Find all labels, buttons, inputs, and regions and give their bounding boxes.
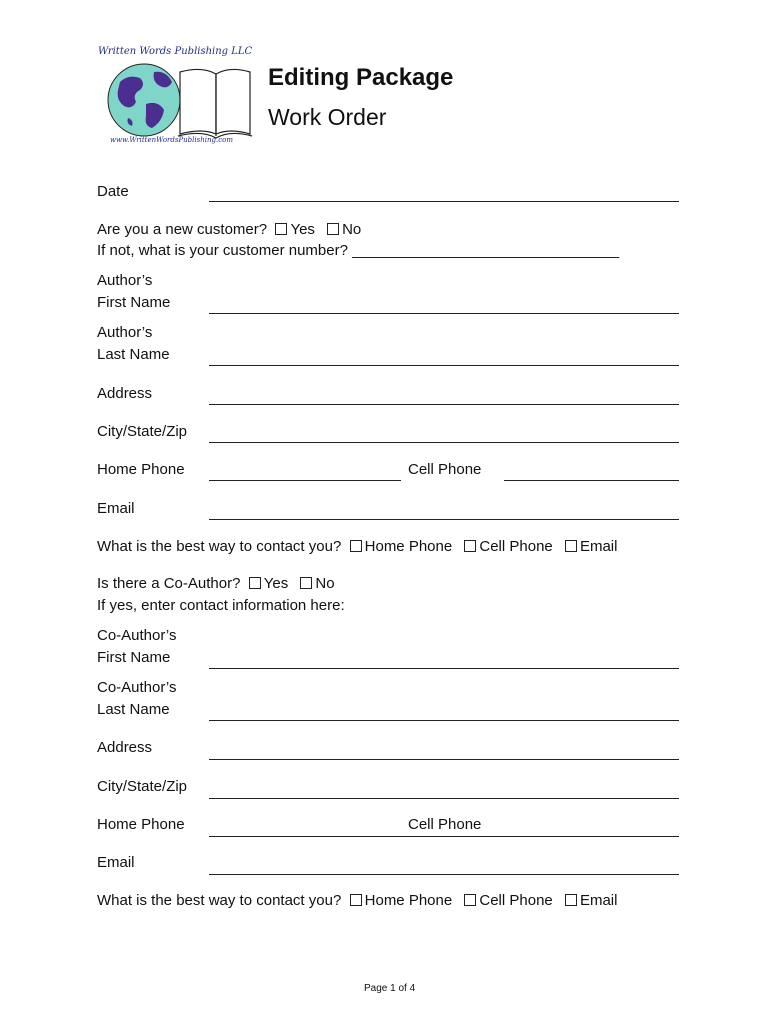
customer-number-question: If not, what is your customer number? ________________________________ <box>97 242 620 259</box>
email-label: Email <box>97 500 135 517</box>
coauthor-city-state-zip-label: City/State/Zip <box>97 778 188 795</box>
address-field[interactable] <box>209 404 679 405</box>
no-label: No <box>342 221 362 238</box>
coauthor-yes-checkbox[interactable] <box>249 577 261 589</box>
coauthor-info-text: If yes, enter contact information here: <box>97 597 345 614</box>
contact-cell-phone-checkbox[interactable] <box>464 540 476 552</box>
coauthor-contact-home-phone-label: Home Phone <box>364 892 453 909</box>
coauthor-yes-label: Yes <box>263 575 289 592</box>
coauthor-no-label: No <box>315 575 335 592</box>
page-title: Editing Package <box>268 64 454 91</box>
best-contact-row <box>97 538 617 556</box>
coauthor-city-state-zip-field[interactable] <box>209 798 679 799</box>
coauthor-contact-home-phone-checkbox[interactable] <box>350 894 362 906</box>
coauthor-contact-email-label: Email <box>579 892 618 909</box>
coauthor-last-label-2: Last Name <box>97 701 170 718</box>
company-logo <box>96 44 276 148</box>
author-last-name-field[interactable] <box>209 365 679 366</box>
author-first-label-2: First Name <box>97 294 171 311</box>
coauthor-row <box>97 575 335 593</box>
yes-label: Yes <box>290 221 315 238</box>
email-field[interactable] <box>209 519 679 520</box>
coauthor-email-label: Email <box>97 854 135 871</box>
new-customer-row <box>97 221 361 239</box>
cell-phone-field[interactable] <box>504 480 679 481</box>
author-first-label-1: Author’s <box>97 272 153 289</box>
coauthor-first-name-field[interactable] <box>209 668 679 669</box>
author-first-name-field[interactable] <box>209 313 679 314</box>
page-subtitle: Work Order <box>268 104 387 130</box>
contact-email-label: Email <box>579 538 618 555</box>
coauthor-best-contact-question: What is the best way to contact you? <box>97 892 342 909</box>
coauthor-contact-cell-phone-checkbox[interactable] <box>464 894 476 906</box>
coauthor-contact-email-checkbox[interactable] <box>565 894 577 906</box>
coauthor-cell-phone-label: Cell Phone <box>408 816 482 833</box>
best-contact-question: What is the best way to contact you? <box>97 538 342 555</box>
new-customer-question: Are you a new customer? <box>97 221 268 238</box>
coauthor-address-label: Address <box>97 739 153 756</box>
author-last-label-2: Last Name <box>97 346 170 363</box>
contact-email-checkbox[interactable] <box>565 540 577 552</box>
coauthor-best-contact-row <box>97 892 617 910</box>
cell-phone-label: Cell Phone <box>408 461 482 478</box>
city-state-zip-field[interactable] <box>209 442 679 443</box>
page-number: Page 1 of 4 <box>364 983 416 994</box>
coauthor-contact-cell-phone-label: Cell Phone <box>479 892 553 909</box>
logo-website: www.WrittenWordsPublishing.com <box>110 136 233 144</box>
new-customer-yes-checkbox[interactable] <box>275 223 287 235</box>
coauthor-last-label-1: Co-Author’s <box>97 679 177 696</box>
logo-company-name: Written Words Publishing LLC <box>98 46 253 57</box>
coauthor-home-phone-label: Home Phone <box>97 816 185 833</box>
coauthor-last-name-field[interactable] <box>209 720 679 721</box>
coauthor-first-label-1: Co-Author’s <box>97 627 177 644</box>
date-field[interactable] <box>209 201 679 202</box>
date-label: Date <box>97 183 129 200</box>
new-customer-no-checkbox[interactable] <box>327 223 339 235</box>
coauthor-email-field[interactable] <box>209 874 679 875</box>
coauthor-phone-field[interactable] <box>209 836 679 837</box>
home-phone-field[interactable] <box>209 480 401 481</box>
coauthor-question: Is there a Co-Author? <box>97 575 241 592</box>
coauthor-no-checkbox[interactable] <box>300 577 312 589</box>
contact-home-phone-checkbox[interactable] <box>350 540 362 552</box>
coauthor-first-label-2: First Name <box>97 649 171 666</box>
coauthor-address-field[interactable] <box>209 759 679 760</box>
globe-book-icon <box>106 60 256 140</box>
contact-home-phone-label: Home Phone <box>364 538 453 555</box>
contact-cell-phone-label: Cell Phone <box>479 538 553 555</box>
home-phone-label: Home Phone <box>97 461 185 478</box>
city-state-zip-label: City/State/Zip <box>97 423 188 440</box>
author-last-label-1: Author’s <box>97 324 153 341</box>
address-label: Address <box>97 385 153 402</box>
